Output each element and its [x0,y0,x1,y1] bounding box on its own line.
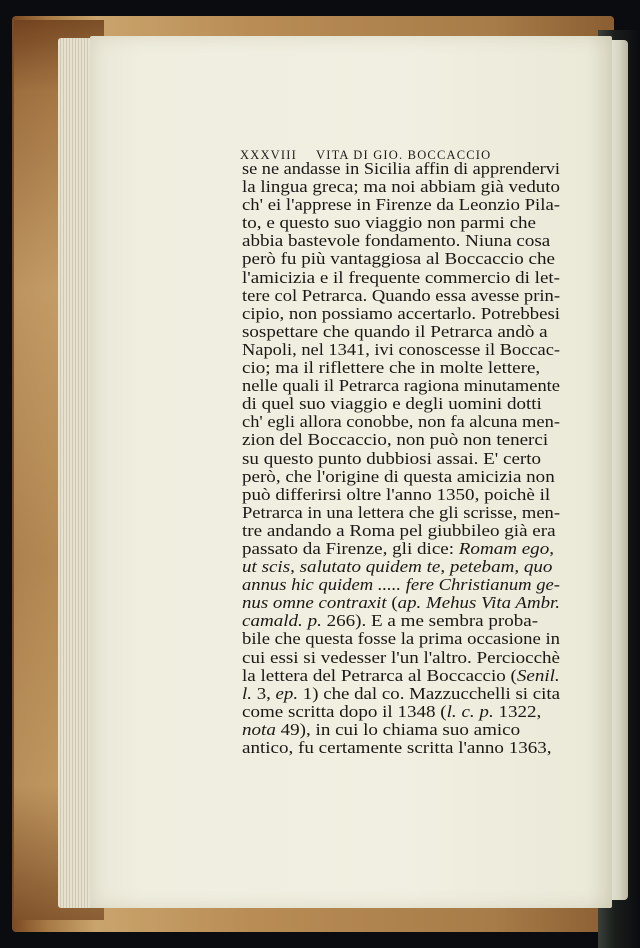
text-line-content [242,721,520,739]
text-run: tere col Petrarca. Quando essa avesse prin- [242,285,560,305]
text-line [242,486,572,504]
text-run: bile che questa fosse la prima occasione in [242,629,560,649]
text-line [242,341,572,359]
text-line-content [242,468,555,486]
text-run: su questo punto dubbiosi assai. E' certo [242,448,542,468]
text-run: se ne andasse in Sicilia affin di apprendervi [242,159,561,178]
text-line [242,196,572,214]
text-run: ( [386,593,398,613]
text-line [242,413,572,431]
text-line-content [242,576,560,594]
text-line [242,377,572,395]
text-line [242,287,572,305]
italic-text: annus hic quidem ..... fere Christianum ge- [242,575,561,595]
text-run: antico, fu certamente scritta l'anno 1363, [242,738,552,757]
text-line-content [242,703,541,721]
text-run: come scritta dopo il 1348 ( [242,701,447,721]
italic-text: l. [242,683,252,703]
text-line [242,450,572,468]
text-run: 49), in cui lo chiama suo amico [275,719,521,739]
italic-text: ep. [275,683,299,703]
text-run: la lingua greca; ma noi abbiam già veduto [242,177,560,197]
text-line [242,594,572,612]
text-run: sospettare che quando il Petrarca andò a [242,321,548,341]
italic-text: camald. p. [242,611,322,631]
text-run: ch' egli allora conobbe, non fa alcuna men- [242,412,560,432]
text-line-content [242,522,556,540]
text-line [242,468,572,486]
italic-text: l. c. p. [446,701,494,721]
text-line [242,504,572,522]
text-run: tre andando a Roma pel giubbileo già era [242,520,556,540]
text-line [242,431,572,449]
text-line-content [242,377,560,395]
text-run: però, che l'origine di questa amicizia non [242,466,555,486]
text-run: passato da Firenze, gli dice: [242,538,459,558]
text-line-content [242,630,560,648]
text-line-content [242,214,536,232]
italic-text: Senil. [516,665,560,685]
text-line-content [242,431,548,449]
text-line-content [242,413,560,431]
text-line-content [242,178,560,196]
text-line-content [242,305,560,323]
text-run: nelle quali il Petrarca ragiona minutamente [242,376,560,396]
text-line [242,630,572,648]
text-run: 266). E a me sembra proba- [321,611,539,631]
text-line-content [242,667,560,685]
text-line [242,232,572,250]
italic-text: nota [242,719,276,739]
text-run: può differirsi oltre l'anno 1350, poichè il [242,484,551,504]
text-line-content [242,486,550,504]
text-run: cui essi si vedesser l'un l'altro. Perciocchè [242,647,561,667]
text-run: 1) che dal co. Mazzucchelli si cita [298,683,560,703]
text-line-content [242,450,541,468]
running-title: VITA DI GIO. BOCCACCIO [316,148,492,162]
text-line [242,721,572,739]
text-line-content [242,359,540,377]
text-line [242,178,572,196]
text-line [242,540,572,558]
text-run: zion del Boccaccio, non può non tenerci [242,430,549,450]
text-run: Napoli, nel 1341, ivi conoscesse il Boccac- [242,339,561,359]
text-run: 3, [251,683,276,703]
text-line-content [242,594,560,612]
text-line [242,576,572,594]
page-number: XXXVIII [240,148,297,162]
text-line-content [242,232,550,250]
text-run: cipio, non possiamo accertarlo. Potrebbesi [242,303,560,323]
text-line-content [242,540,554,558]
text-run: abbia bastevole fondamento. Niuna cosa [242,231,551,251]
text-line [242,739,572,757]
text-line [242,323,572,341]
text-line-content [242,504,560,522]
text-run: Petrarca in una lettera che gli scrisse, men- [242,502,561,522]
text-run: però fu più vantaggiosa al Boccaccio che [242,249,555,269]
text-line [242,667,572,685]
italic-text: nus omne contraxit [242,593,387,613]
text-line-content [242,250,555,268]
text-run: l'amicizia e il frequente commercio di let- [242,267,561,287]
body-text [242,160,572,757]
text-run: 1322, [493,701,542,721]
text-line-content [242,287,560,305]
text-line [242,359,572,377]
text-line-content [242,558,552,576]
text-line-content [242,196,560,214]
text-line-content [242,323,548,341]
text-line-content [242,160,560,178]
italic-text: ut scis, salutato quidem te, petebam, quo [242,557,553,577]
text-run: to, e questo suo viaggio non parmi che [242,213,537,233]
italic-text: Romam ego, [458,538,554,558]
text-line [242,522,572,540]
text-run: ch' ei l'apprese in Firenze da Leonzio Pila- [242,195,561,215]
text-line-content [242,269,560,287]
text-line-content [242,685,560,703]
text-line-content [242,395,542,413]
text-run: cio; ma il riflettere che in molte lettere, [242,358,541,378]
text-line [242,160,572,178]
text-line [242,685,572,703]
text-line-content [242,739,552,757]
text-line [242,250,572,268]
text-line [242,395,572,413]
text-line [242,703,572,721]
text-line [242,269,572,287]
italic-text: ap. Mehus Vita Ambr. [397,593,560,613]
text-line [242,558,572,576]
text-line-content [242,649,560,667]
text-line-content [242,612,538,630]
text-line [242,649,572,667]
text-run: la lettera del Petrarca al Boccaccio ( [242,665,517,685]
text-line-content [242,341,560,359]
text-run: di quel suo viaggio e degli uomini dotti [242,394,542,414]
text-line [242,214,572,232]
text-line [242,612,572,630]
text-line [242,305,572,323]
